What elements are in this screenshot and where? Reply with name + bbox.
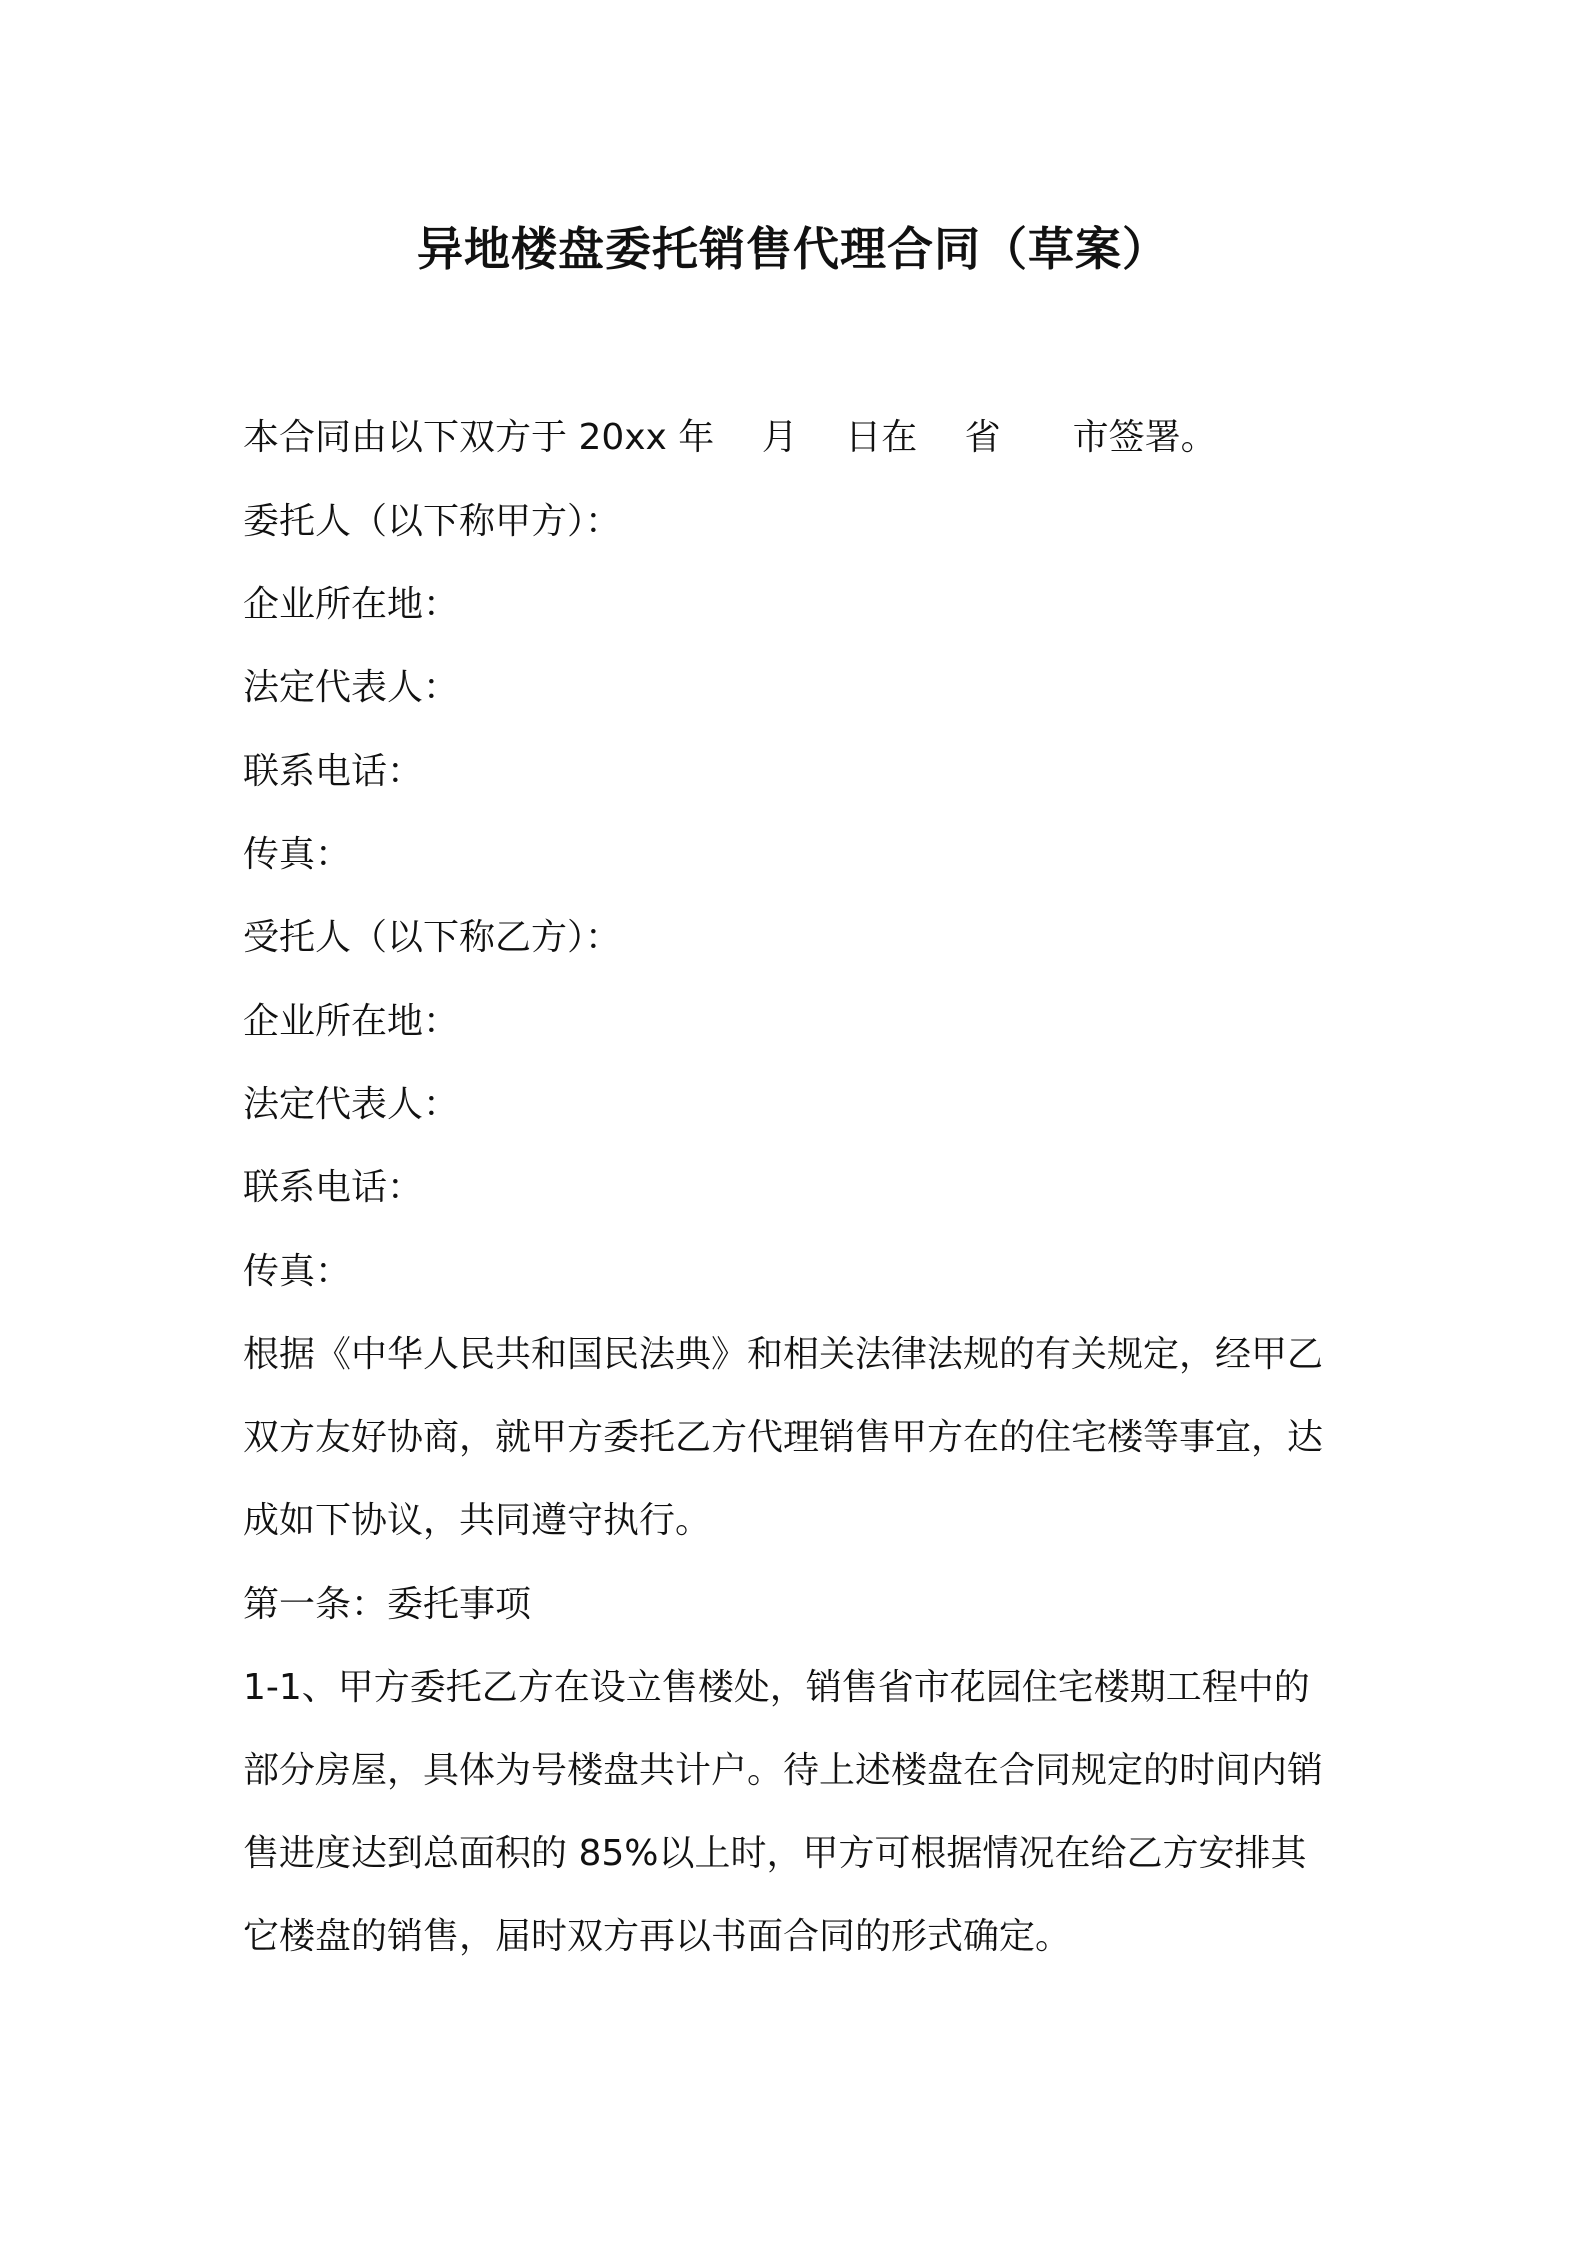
clause-line: 部分房屋，具体为号楼盘共计户。待上述楼盘在合同规定的时间内销 bbox=[243, 1750, 1324, 1791]
clause-line: 它楼盘的销售，届时双方再以书面合同的形式确定。 bbox=[243, 1916, 1072, 1957]
party-a-representative: 法定代表人： bbox=[243, 667, 460, 708]
preamble-line: 成如下协议，共同遵守执行。 bbox=[243, 1500, 712, 1541]
party-a-phone: 联系电话： bbox=[243, 751, 424, 792]
clause-line: 1-1、甲方委托乙方在设立售楼处，销售省市花园住宅楼期工程中的 bbox=[243, 1667, 1310, 1708]
party-b-fax: 传真： bbox=[243, 1251, 352, 1292]
preamble-paragraph bbox=[243, 1313, 1359, 1562]
party-b-heading: 受托人（以下称乙方）： bbox=[243, 917, 622, 958]
party-a-address: 企业所在地： bbox=[243, 584, 460, 625]
party-a-heading: 委托人（以下称甲方）： bbox=[243, 501, 622, 542]
preamble-line: 根据《中华人民共和国民法典》和相关法律法规的有关规定，经甲乙 bbox=[243, 1334, 1324, 1375]
party-b-representative: 法定代表人： bbox=[243, 1084, 460, 1125]
party-b-phone: 联系电话： bbox=[243, 1167, 424, 1208]
preamble-line: 双方友好协商，就甲方委托乙方代理销售甲方在的住宅楼等事宜，达 bbox=[243, 1417, 1324, 1458]
party-a-fax: 传真： bbox=[243, 834, 352, 875]
article-1-heading: 第一条：委托事项 bbox=[243, 1584, 532, 1625]
document-title: 异地楼盘委托销售代理合同（草案） bbox=[417, 222, 1169, 276]
clause-1-1-paragraph bbox=[243, 1646, 1359, 1978]
clause-line: 售进度达到总面积的 85%以上时，甲方可根据情况在给乙方安排其 bbox=[243, 1833, 1307, 1874]
intro-line: 本合同由以下双方于 20xx 年 月 日在 省 市签署。 bbox=[243, 417, 1217, 458]
party-b-address: 企业所在地： bbox=[243, 1001, 460, 1042]
